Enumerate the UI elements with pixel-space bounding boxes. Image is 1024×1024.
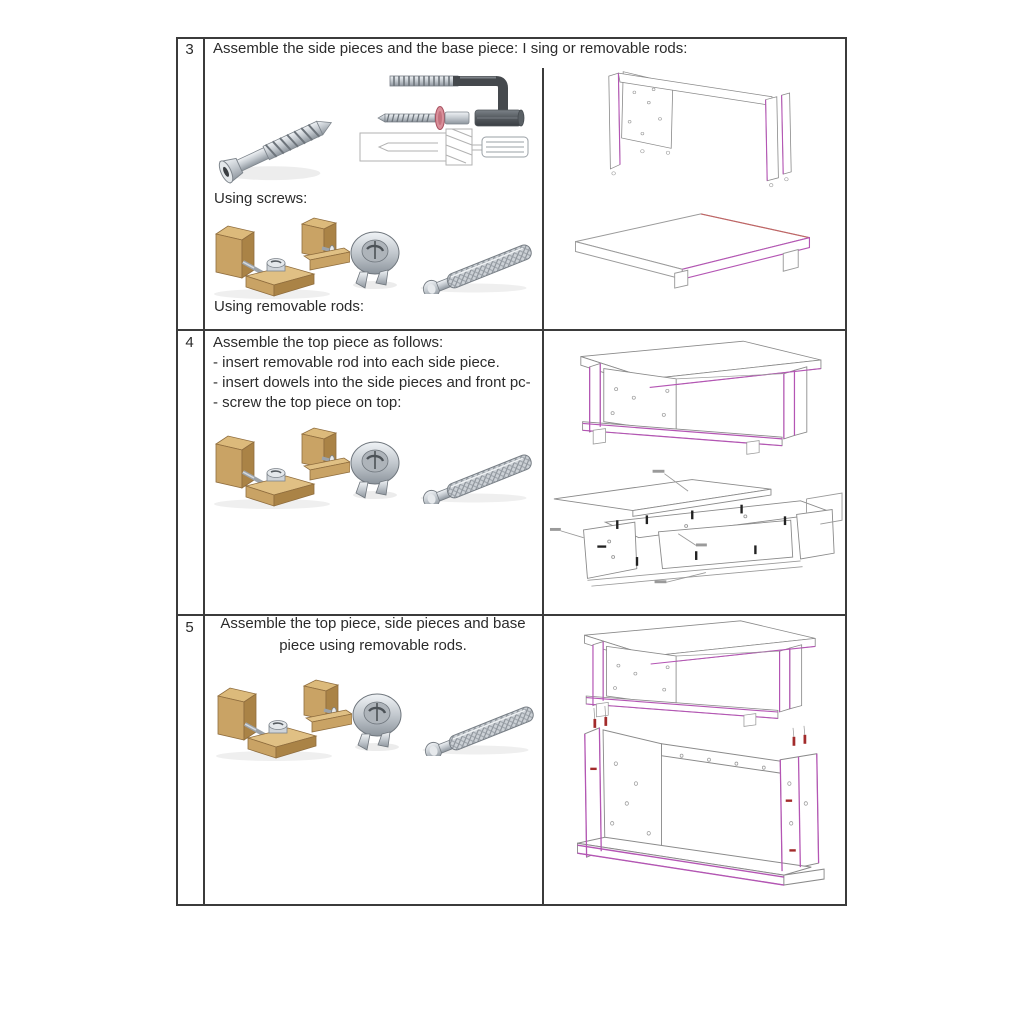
step4-bullet-1: - insert removable rod into each side piece. <box>213 354 500 371</box>
knurled-dowel-image-row4 <box>410 436 540 504</box>
cam-lock-disc-image-row5 <box>350 690 405 752</box>
step3-caption-rods: Using removable rods: <box>214 298 365 315</box>
knurled-dowel-image-row3 <box>410 226 540 294</box>
table-column-divider-figure <box>542 68 544 906</box>
confirmat-screw-image <box>212 104 340 188</box>
frame-with-pins-drawing <box>572 704 846 888</box>
knurled-dowel-image-row5 <box>412 688 542 756</box>
step-number-4: 4 <box>185 334 194 351</box>
cam-lock-disc-image-row4 <box>348 438 403 500</box>
table-row-divider-1 <box>176 329 847 331</box>
step-number-5: 5 <box>185 619 194 636</box>
cam-lock-blocks-image-row4 <box>210 420 350 510</box>
base-piece-drawing <box>568 208 816 292</box>
step-number-3: 3 <box>185 41 194 58</box>
table-column-divider-number <box>203 37 205 906</box>
assembled-unit-drawing-row4 <box>572 336 828 456</box>
cam-lock-blocks-image-row3 <box>210 210 350 300</box>
step5-line-1: Assemble the top piece, side pieces and base <box>220 615 526 632</box>
step4-text <box>213 333 531 413</box>
step4-bullet-2: - insert dowels into the side pieces and front pc- <box>213 374 531 391</box>
step3-title: Assemble the side pieces and the base piece: I sing or removable rods: <box>213 40 688 57</box>
cam-lock-disc-image-row3 <box>348 228 403 290</box>
cam-lock-blocks-image-row5 <box>212 672 352 762</box>
step4-title: Assemble the top piece as follows: <box>213 334 444 351</box>
step3-caption-screws: Using screws: <box>214 190 308 207</box>
exploded-view-drawing <box>548 464 844 590</box>
step5-text <box>206 613 540 657</box>
dowel-insert-diagram-image <box>358 126 533 168</box>
side-top-frame-drawing <box>596 54 804 194</box>
step5-line-2: piece using removable rods. <box>279 637 467 654</box>
step4-bullet-3: - screw the top piece on top: <box>213 394 402 411</box>
